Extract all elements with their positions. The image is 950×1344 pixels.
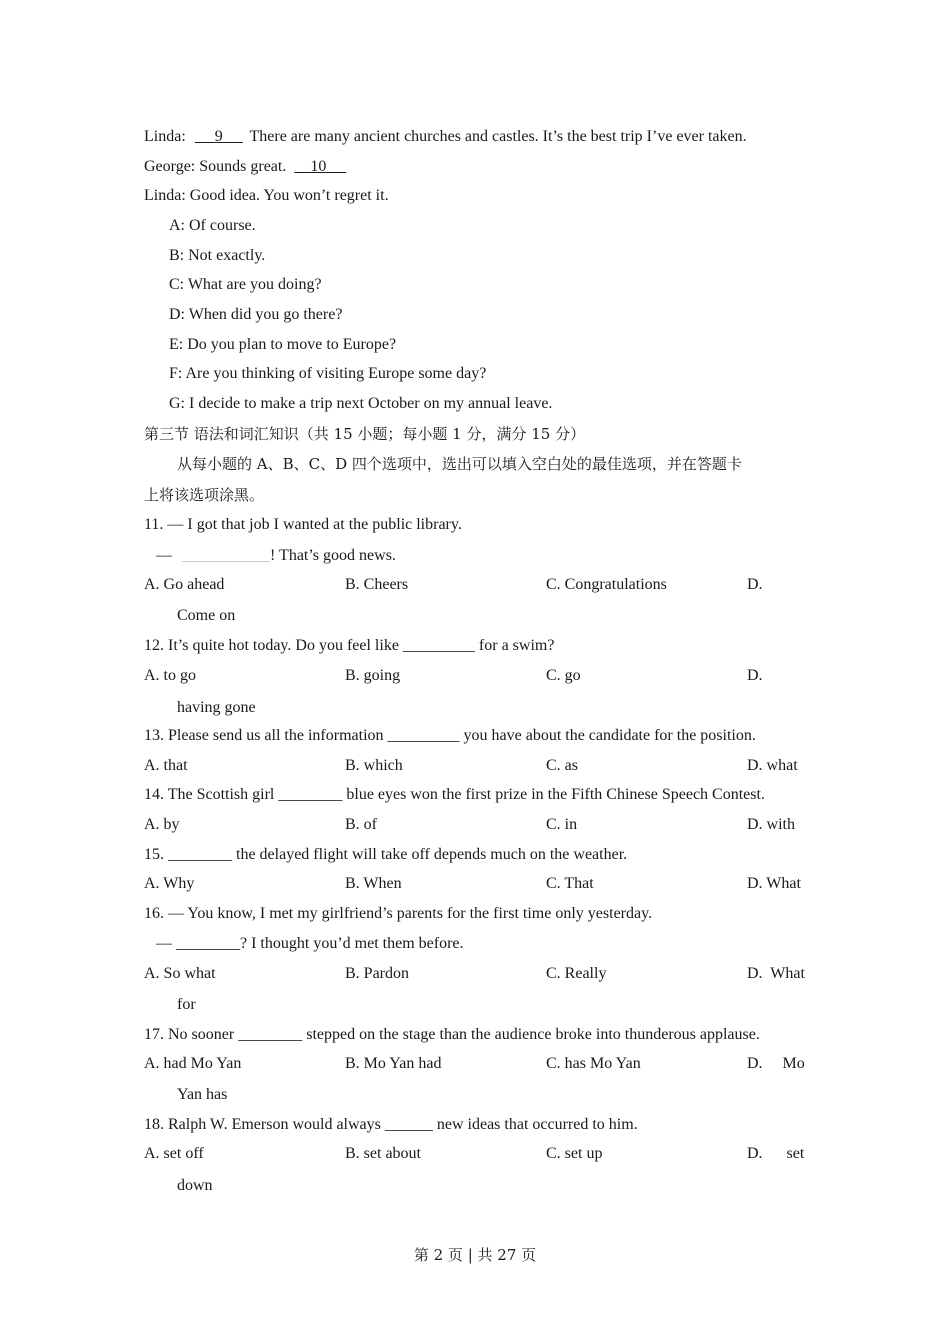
q13-option-d: D. what: [747, 757, 798, 774]
q13-option-b: B. which: [345, 757, 403, 774]
q12-option-d: D.: [747, 667, 763, 684]
q11-option-d-text: Come on: [177, 607, 236, 624]
answer-blank-9: 9: [214, 128, 223, 145]
question-11-stem: 11. — I got that job I wanted at the public library.: [144, 516, 462, 533]
q17-option-a: A. had Mo Yan: [144, 1055, 242, 1072]
section-instruction-1: 从每小题的 A、B、C、D 四个选项中，选出可以填入空白处的最佳选项，并在答题卡: [177, 455, 742, 473]
question-16-stem: 16. — You know, I met my girlfriend’s parents for the first time only yesterday.: [144, 905, 653, 922]
q11-option-c: C. Congratulations: [546, 576, 667, 593]
q11-option-d: D.: [747, 576, 763, 593]
page-number-footer: 第 2 页 | 共 27 页: [413, 1246, 537, 1264]
q12-option-a: A. to go: [144, 667, 196, 684]
question-11-reply: — ___________! That’s good news.: [156, 547, 396, 564]
dialogue-line-2: [144, 157, 346, 177]
q12-option-b: B. going: [345, 667, 401, 684]
q17-option-d: D. Mo: [747, 1055, 805, 1072]
q14-option-c: C. in: [546, 816, 578, 833]
q13-option-a: A. that: [144, 757, 188, 774]
choice-c: C: What are you doing?: [169, 276, 322, 293]
q13-option-c: C. as: [546, 757, 578, 774]
choice-f: F: Are you thinking of visiting Europe some day?: [169, 365, 487, 382]
q16-option-d-text: for: [177, 996, 196, 1013]
q15-option-c: C. That: [546, 875, 594, 892]
choice-e: E: Do you plan to move to Europe?: [169, 336, 397, 353]
question-18-stem: 18. Ralph W. Emerson would always ______ new ideas that occurred to him.: [144, 1116, 638, 1133]
dialogue-line-3: Linda: Good idea. You won’t regret it.: [144, 187, 389, 204]
q18-option-a: A. set off: [144, 1145, 204, 1162]
dialogue-line-1: [144, 127, 747, 147]
q15-option-b: B. When: [345, 875, 402, 892]
choice-d: D: When did you go there?: [169, 306, 343, 323]
q14-option-a: A. by: [144, 816, 180, 833]
q17-option-d-text: Yan has: [177, 1086, 228, 1103]
section-title: 第三节 语法和词汇知识（共 15 小题；每小题 1 分，满分 15 分）: [144, 425, 586, 443]
dialogue-text: There are many ancient churches and castles. It’s the best trip I’ve ever taken.: [249, 128, 747, 145]
question-14-stem: 14. The Scottish girl ________ blue eyes won the first prize in the Fifth Chinese Speech Contest.: [144, 786, 765, 803]
q15-option-d: D. What: [747, 875, 801, 892]
choice-a: A: Of course.: [169, 217, 256, 234]
q12-option-d-text: having gone: [177, 699, 256, 716]
q16-option-c: C. Really: [546, 965, 607, 982]
q12-option-c: C. go: [546, 667, 581, 684]
question-15-stem: 15. ________ the delayed flight will take off depends much on the weather.: [144, 846, 628, 863]
question-12-stem: 12. It’s quite hot today. Do you feel like _________ for a swim?: [144, 637, 555, 654]
q18-option-d-text: down: [177, 1177, 213, 1194]
question-16-reply: — ________? I thought you’d met them before.: [156, 935, 464, 952]
choice-b: B: Not exactly.: [169, 247, 266, 264]
answer-blank-10: 10: [310, 158, 327, 175]
question-13-stem: 13. Please send us all the information _________ you have about the candidate for the position.: [144, 727, 756, 744]
q17-option-c: C. has Mo Yan: [546, 1055, 641, 1072]
speaker-linda: Linda:: [144, 128, 186, 145]
q14-option-d: D. with: [747, 816, 795, 833]
section-instruction-2: 上将该选项涂黑。: [144, 486, 265, 504]
question-17-stem: 17. No sooner ________ stepped on the stage than the audience broke into thunderous applause.: [144, 1026, 760, 1043]
q11-option-b: B. Cheers: [345, 576, 409, 593]
q14-option-b: B. of: [345, 816, 377, 833]
q18-option-c: C. set up: [546, 1145, 603, 1162]
q16-option-d: D. What: [747, 965, 805, 982]
q16-option-a: A. So what: [144, 965, 216, 982]
question-11-blank: ___________: [182, 547, 270, 564]
q11-option-a: A. Go ahead: [144, 576, 225, 593]
speaker-george: George: Sounds great.: [144, 158, 287, 175]
q17-option-b: B. Mo Yan had: [345, 1055, 442, 1072]
q15-option-a: A. Why: [144, 875, 195, 892]
q16-option-b: B. Pardon: [345, 965, 409, 982]
choice-g: G: I decide to make a trip next October on my annual leave.: [169, 395, 553, 412]
q18-option-d: D. set: [747, 1145, 805, 1162]
q18-option-b: B. set about: [345, 1145, 421, 1162]
